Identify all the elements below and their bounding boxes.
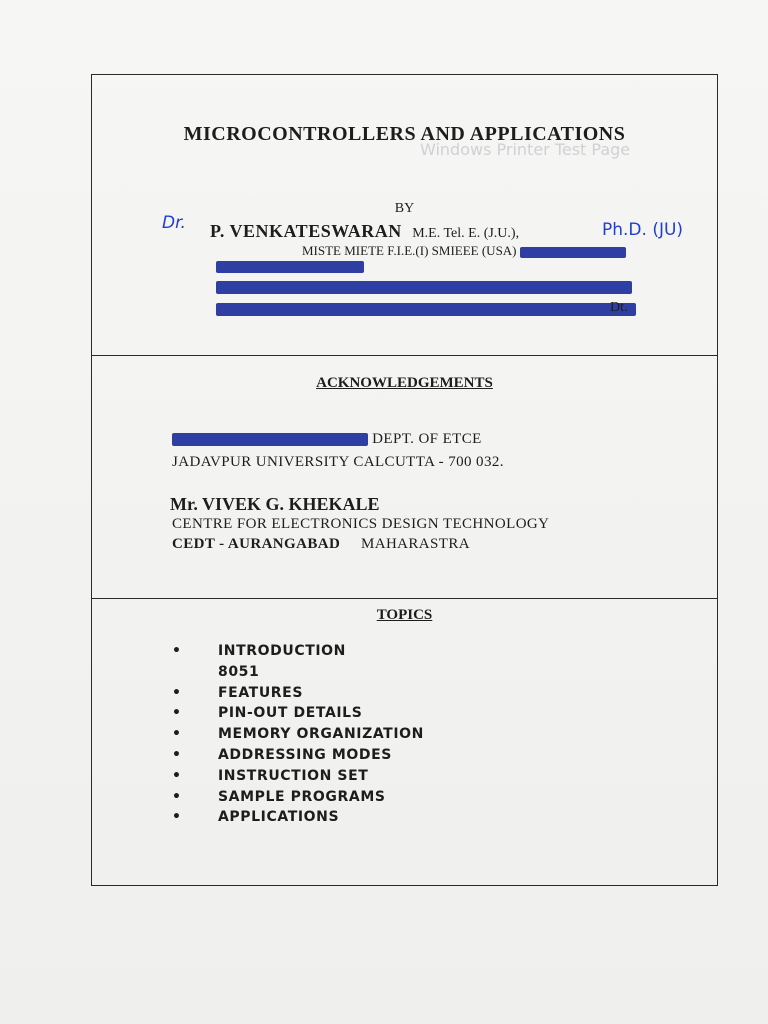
topic-label: ADDRESSING MODES [218,746,392,763]
bullet-icon: • [172,684,182,701]
bullet-icon: • [172,809,182,826]
topic-label: APPLICATIONS [218,809,340,826]
ack-person1-dept: DEPT. OF ETCE [372,431,482,447]
by-label: BY [394,201,415,216]
redaction-mark [520,247,626,258]
topic-label: SAMPLE PROGRAMS [218,788,386,805]
topic-label: MEMORY ORGANIZATION [218,726,424,743]
topic-label: INSTRUCTION SET [218,767,369,784]
author-degrees: M.E. Tel. E. (J.U.), [412,226,520,241]
address-tail: Dt. [610,300,628,315]
ack-person2-name: Mr. VIVEK G. KHEKALE [170,494,380,514]
ack-person1-line [172,431,482,448]
ack-person2-city [172,536,470,553]
bullet-icon: • [172,746,182,763]
topics-heading: TOPICS [376,607,433,623]
title-page-frame [91,74,718,886]
bullet-icon: • [172,705,182,722]
author-line [210,221,519,242]
redaction-mark [216,303,636,316]
section-divider [92,355,717,356]
redaction-mark [172,433,368,446]
redaction-mark [216,261,364,273]
bleed-through-text: Windows Printer Test Page [420,140,631,159]
handwritten-phd: Ph.D. (JU) [602,220,684,240]
redaction-mark [216,281,632,294]
ack-person2-state: MAHARASTRA [360,536,470,552]
topic-label: FEATURES [218,684,304,701]
acknowledgements-heading: ACKNOWLEDGEMENTS [316,375,493,391]
bullet-icon: • [172,767,182,784]
topic-label: 8051 [218,663,260,680]
handwritten-dr-prefix: Dr. [162,213,186,233]
memberships-text: MISTE MIETE F.I.E.(I) SMIEEE (USA) [302,243,517,258]
ack-person2-org: CENTRE FOR ELECTRONICS DESIGN TECHNOLOGY [172,516,550,532]
bullet-icon: • [172,643,182,659]
bullet-icon: • [172,788,182,805]
author-memberships [302,243,626,259]
author-name: P. VENKATESWARAN [210,221,402,241]
section-divider [92,598,717,599]
topic-label: INTRODUCTION [218,643,346,659]
bullet-icon: • [172,726,182,743]
document-title: MICROCONTROLLERS AND APPLICATIONS [183,123,626,145]
ack-person2-city-bold: CEDT - AURANGABAD [172,536,341,552]
ack-person1-univ: JADAVPUR UNIVERSITY CALCUTTA - 700 032. [172,454,504,470]
topic-label: PIN-OUT DETAILS [218,705,363,722]
